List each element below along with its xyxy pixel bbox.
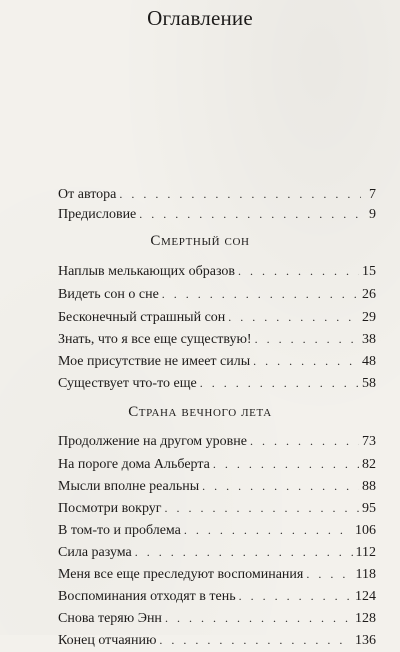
toc-page-number: 128 [355, 611, 376, 626]
toc-entry-label: Знать, что я все еще существую! [58, 332, 252, 347]
toc-entry [58, 372, 376, 394]
toc-entry-label: Видеть сон о сне [58, 287, 159, 302]
toc-entry [58, 328, 376, 350]
toc-page-number: 73 [362, 434, 376, 449]
toc-entry [58, 563, 376, 585]
toc-page-number: 58 [362, 376, 376, 391]
toc-page-number: 112 [355, 545, 376, 560]
leader-dots [184, 519, 352, 541]
toc-entry [58, 541, 376, 563]
toc-page-number: 106 [355, 523, 376, 538]
toc-page-number: 38 [362, 332, 376, 347]
toc-entry [58, 519, 376, 541]
toc-page-number: 9 [369, 207, 376, 222]
toc-entry-label: Снова теряю Энн [58, 611, 162, 626]
page-title: Оглавление [147, 6, 253, 30]
leader-dots [165, 497, 359, 519]
toc-page-number: 124 [355, 589, 376, 604]
toc-entry-label: От автора [58, 187, 117, 202]
toc-entry-preface [58, 203, 376, 225]
leader-dots [165, 607, 352, 629]
toc-entry [58, 453, 376, 475]
toc-entry [58, 260, 376, 282]
leader-dots [239, 585, 352, 607]
toc-entry-label: В том-то и проблема [58, 523, 181, 538]
toc-entry-label: Наплыв мелькающих образов [58, 264, 236, 279]
toc-entry-label: Предисловие [58, 207, 137, 222]
toc-entry-label: Воспоминания отходят в тень [58, 589, 236, 604]
toc-entry-label: Бесконечный страшный сон [58, 310, 226, 325]
toc-entry [58, 585, 376, 607]
toc-entry-label: Существует что-то еще [58, 376, 197, 391]
toc-page-number: 82 [362, 457, 376, 472]
toc-entry [58, 629, 376, 651]
toc-entry [58, 475, 376, 497]
toc-entry [58, 283, 376, 305]
leader-dots [253, 350, 359, 372]
toc-page-number: 15 [362, 264, 376, 279]
toc-page-number: 29 [362, 310, 376, 325]
section-heading-text: Смертный сон [150, 233, 250, 249]
toc-entry [58, 306, 376, 328]
toc-entry [58, 430, 376, 452]
toc-entry [58, 350, 376, 372]
toc-entry-label: Посмотри вокруг [58, 501, 162, 516]
toc-entry-label: Мое присутствие не имеет силы [58, 354, 251, 369]
leader-dots [202, 475, 359, 497]
toc-entry [58, 607, 376, 629]
toc-entry-label: Конец отчаянию [58, 633, 157, 648]
toc-page-number: 118 [355, 567, 376, 582]
toc-entry-preface-author [58, 183, 376, 205]
leader-dots [238, 260, 359, 282]
leader-dots [255, 328, 359, 350]
section-heading-text: Страна вечного лета [128, 404, 272, 420]
toc-page-number: 136 [355, 633, 376, 648]
toc-entry-label: Сила разума [58, 545, 132, 560]
toc-entry-label: Меня все еще преследуют воспоминания [58, 567, 304, 582]
leader-dots [162, 283, 359, 305]
leader-dots [159, 629, 352, 651]
toc-entry-label: Продолжение на другом уровне [58, 434, 247, 449]
leader-dots [200, 372, 359, 394]
leader-dots [250, 430, 359, 452]
toc-entry [58, 497, 376, 519]
leader-dots [119, 183, 361, 205]
leader-dots [135, 541, 353, 563]
toc-page-number: 95 [362, 501, 376, 516]
section-heading [0, 233, 400, 250]
leader-dots [139, 203, 361, 225]
toc-entry-label: На пороге дома Альберта [58, 457, 210, 472]
toc-entry-label: Мысли вполне реальны [58, 479, 200, 494]
leader-dots [228, 306, 359, 328]
toc-page-number: 88 [362, 479, 376, 494]
leader-dots [306, 563, 352, 585]
toc-page-number: 26 [362, 287, 376, 302]
section-heading [0, 404, 400, 421]
toc-page-number: 48 [362, 354, 376, 369]
leader-dots [213, 453, 359, 475]
toc-page-number: 7 [369, 187, 376, 202]
